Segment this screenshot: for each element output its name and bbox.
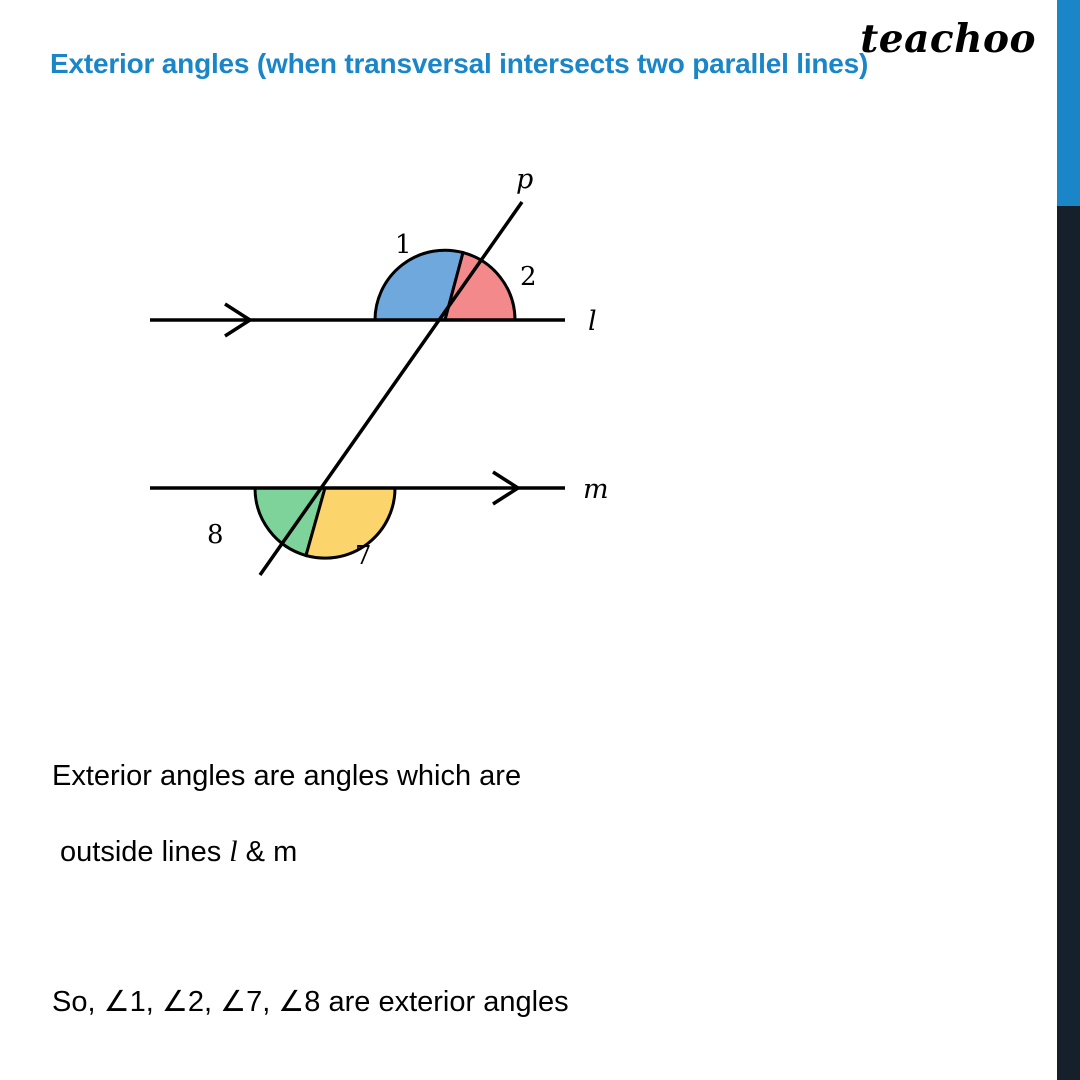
geometry-figure <box>110 140 730 620</box>
label-m: m <box>583 474 609 505</box>
description-line-2-italic: l <box>229 835 238 868</box>
label-angle-1: 1 <box>395 230 412 260</box>
label-angle-8: 8 <box>207 520 224 550</box>
accent-bar-top <box>1057 0 1080 206</box>
description-line-2-suffix: & m <box>237 836 298 868</box>
label-angle-7: 7 <box>355 541 372 571</box>
description-line-2 <box>60 835 297 869</box>
accent-bar-bottom <box>1057 206 1080 1080</box>
label-l: l <box>588 306 597 337</box>
label-p: p <box>516 164 534 195</box>
description-line-3: So, ∠1, ∠2, ∠7, ∠8 are exterior angles <box>52 986 569 1018</box>
description-line-1: Exterior angles are angles which are <box>52 760 522 792</box>
line-p <box>260 202 522 575</box>
page-title: Exterior angles (when transversal intersects two parallel lines) <box>50 48 869 79</box>
teachoo-logo: teachoo <box>860 16 1036 62</box>
label-angle-2: 2 <box>520 262 537 292</box>
description-line-2-prefix: outside lines <box>60 836 230 868</box>
